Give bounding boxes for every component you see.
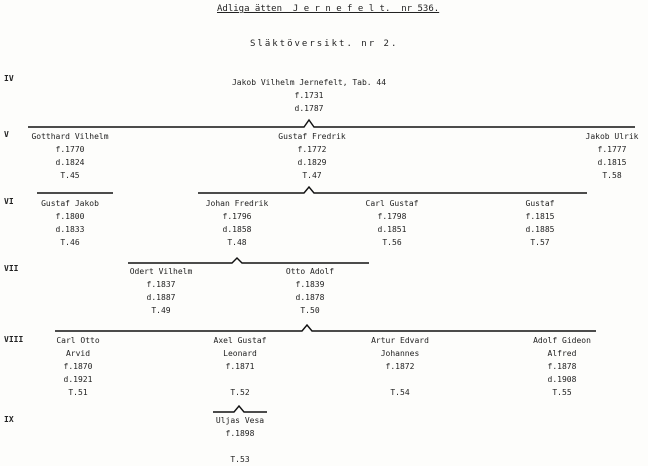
person-table: T.57 (530, 238, 550, 247)
person-name: Uljas Vesa (215, 416, 265, 425)
person-jakob-ulrik (586, 130, 639, 182)
person-name-2: Johannes (380, 349, 420, 358)
person-name: Gustaf Fredrik (278, 132, 346, 141)
person-carl-gustaf (366, 197, 419, 249)
generation-label-vii: VII (4, 264, 19, 273)
person-born: f.1731 (294, 91, 324, 100)
person-name: Otto Adolf (285, 267, 335, 276)
person-died: d.1815 (597, 158, 627, 167)
person-name: Carl Otto (56, 336, 100, 345)
person-name: Odert Vilhelm (129, 267, 193, 276)
person-died: d.1885 (525, 225, 555, 234)
person-born: f.1839 (295, 280, 325, 289)
person-name: Gustaf (525, 199, 555, 208)
person-born: f.1878 (547, 362, 577, 371)
person-blank (216, 440, 264, 453)
person-name: Gustaf Jakob (41, 199, 99, 208)
person-died: d.1908 (547, 375, 577, 384)
person-name-2: Leonard (223, 349, 257, 358)
person-table: T.51 (68, 388, 88, 397)
person-born: f.1800 (55, 212, 85, 221)
person-otto-adolf (286, 265, 334, 317)
person-died: d.1921 (63, 375, 93, 384)
person-born: f.1872 (385, 362, 415, 371)
person-born: f.1898 (225, 429, 255, 438)
person-died: d.1887 (146, 293, 176, 302)
person-blank (214, 373, 267, 386)
person-uljas-vesa (216, 414, 264, 466)
person-table: T.55 (552, 388, 572, 397)
person-died: d.1787 (294, 104, 324, 113)
person-jakob-vilhelm (232, 76, 386, 115)
generation-label-ix: IX (4, 415, 14, 424)
generation-label-v: V (4, 130, 9, 139)
person-died: d.1878 (295, 293, 325, 302)
person-gustaf-jakob (41, 197, 99, 249)
person-table: T.53 (230, 455, 250, 464)
person-name: Axel Gustaf (213, 336, 267, 345)
person-axel-gustaf-leonard (214, 334, 267, 399)
person-died: d.1824 (55, 158, 85, 167)
person-table: T.50 (300, 306, 320, 315)
person-died: d.1858 (222, 225, 252, 234)
person-gotthard-vilhelm (31, 130, 108, 182)
person-born: f.1770 (55, 145, 85, 154)
person-adolf-gideon-alfred (533, 334, 591, 399)
person-table: T.58 (602, 171, 622, 180)
person-born: f.1777 (597, 145, 627, 154)
connector-gen-ix (213, 406, 267, 412)
person-born: f.1772 (297, 145, 327, 154)
person-table: T.56 (382, 238, 402, 247)
generation-label-vi: VI (4, 197, 14, 206)
person-table: T.49 (151, 306, 171, 315)
person-name-2: Alfred (547, 349, 577, 358)
person-died: d.1851 (377, 225, 407, 234)
person-born: f.1837 (146, 280, 176, 289)
person-born: f.1796 (222, 212, 252, 221)
connector-gen-v (28, 120, 635, 127)
person-name: Jakob Vilhelm Jernefelt, Tab. 44 (231, 78, 387, 87)
person-name: Johan Fredrik (205, 199, 269, 208)
person-name-2: Arvid (65, 349, 91, 358)
document-subtitle: Släktöversikt. nr 2. (250, 39, 399, 49)
generation-label-viii: VIII (4, 335, 24, 344)
person-died: d.1833 (55, 225, 85, 234)
person-gustaf-fredrik (278, 130, 345, 182)
person-blank (371, 373, 429, 386)
person-table: T.52 (230, 388, 250, 397)
person-table: T.47 (302, 171, 322, 180)
person-carl-otto-arvid (56, 334, 99, 399)
connector-gen-vi-b (198, 187, 587, 193)
document-title: Adliga ätten J e r n e f e l t. nr 536. (217, 4, 440, 14)
connector-gen-vii (128, 258, 369, 263)
person-gustaf (526, 197, 555, 249)
person-artur-edvard-johannes (371, 334, 429, 399)
generation-label-iv: IV (4, 74, 14, 83)
person-table: T.46 (60, 238, 80, 247)
person-johan-fredrik (206, 197, 269, 249)
person-name: Artur Edvard (371, 336, 429, 345)
person-name: Carl Gustaf (365, 199, 419, 208)
person-born: f.1871 (225, 362, 255, 371)
person-name: Jakob Ulrik (585, 132, 639, 141)
person-table: T.48 (227, 238, 247, 247)
person-table: T.54 (390, 388, 410, 397)
person-name: Gotthard Vilhelm (31, 132, 109, 141)
person-died: d.1829 (297, 158, 327, 167)
connector-gen-viii (55, 325, 596, 331)
person-name: Adolf Gideon (533, 336, 591, 345)
person-born: f.1815 (525, 212, 555, 221)
person-born: f.1870 (63, 362, 93, 371)
person-born: f.1798 (377, 212, 407, 221)
person-odert-vilhelm (130, 265, 193, 317)
person-table: T.45 (60, 171, 80, 180)
